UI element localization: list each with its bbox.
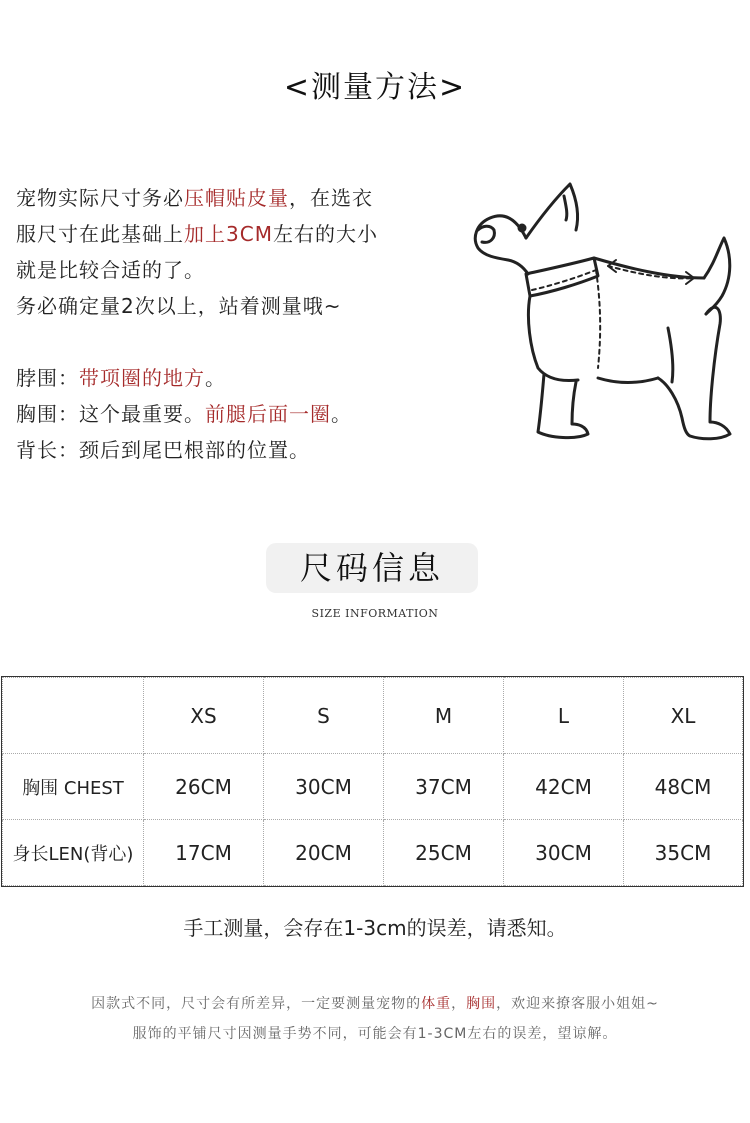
neck-label: 脖围： [16, 366, 79, 390]
intro-line-1 [16, 180, 373, 216]
footer-text: 因款式不同，尺寸会有所差异，一定要测量宠物的 [91, 996, 422, 1012]
table-cell: 17CM [144, 820, 264, 886]
table-corner [3, 678, 144, 754]
table-cell: 26CM [144, 754, 264, 820]
intro-highlight: 加上3CM [184, 222, 273, 246]
size-header: L [504, 678, 624, 754]
measurement-note: 手工测量，会存在1-3cm的误差，请悉知。 [183, 916, 567, 940]
table-cell: 25CM [384, 820, 504, 886]
intro-text: 左右的大小 [272, 222, 378, 246]
row-label: 胸围 CHEST [3, 754, 144, 820]
chest-label: 胸围： [16, 402, 79, 426]
footer-highlight: 体重 [421, 996, 452, 1012]
intro-line-2 [16, 216, 378, 252]
footer-line-1 [0, 993, 750, 1013]
footer-line-2: 服饰的平铺尺寸因测量手势不同，可能会有1-3CM左右的误差，望谅解。 [132, 1026, 618, 1042]
size-header: XS [144, 678, 264, 754]
table-cell: 48CM [624, 754, 743, 820]
size-title: 尺码信息 [266, 543, 478, 593]
table-row [3, 754, 743, 820]
intro-line-4: 务必确定量2次以上，站着测量哦~ [16, 294, 342, 318]
intro-highlight: 压帽贴皮量 [184, 186, 289, 210]
table-row [3, 820, 743, 886]
table-cell: 37CM [384, 754, 504, 820]
size-header: XL [624, 678, 743, 754]
intro-text: ，在选衣 [289, 186, 373, 210]
table-cell: 42CM [504, 754, 624, 820]
intro-line-3: 就是比较合适的了。 [16, 258, 205, 282]
table-cell: 30CM [504, 820, 624, 886]
chest-text: 这个最重要。 [79, 402, 205, 426]
table-cell: 30CM [264, 754, 384, 820]
neck-measure [16, 360, 226, 396]
row-label: 身长LEN(背心) [3, 820, 144, 886]
chest-end: 。 [331, 402, 352, 426]
intro-text: 宠物实际尺寸务必 [16, 186, 184, 210]
size-subtitle: SIZE INFORMATION [311, 607, 439, 620]
back-label: 背长： [16, 438, 79, 462]
intro-text: 服尺寸在此基础上 [16, 222, 184, 246]
dog-measure-icon [468, 178, 740, 448]
chest-measure [16, 396, 352, 432]
size-header: M [384, 678, 504, 754]
table-header-row [3, 678, 743, 754]
chest-highlight: 前腿后面一圈 [205, 402, 331, 426]
size-header: S [264, 678, 384, 754]
page-title: <测量方法> [283, 70, 467, 105]
neck-highlight: 带项圈的地方 [79, 366, 205, 390]
footer-text: ， [451, 996, 467, 1012]
footer-text: ，欢迎来撩客服小姐姐~ [496, 996, 659, 1012]
back-text: 颈后到尾巴根部的位置。 [79, 438, 310, 462]
table-cell: 35CM [624, 820, 743, 886]
neck-end: 。 [205, 366, 226, 390]
size-table [2, 677, 743, 886]
back-measure [16, 432, 310, 468]
table-cell: 20CM [264, 820, 384, 886]
footer-highlight: 胸围 [466, 996, 497, 1012]
